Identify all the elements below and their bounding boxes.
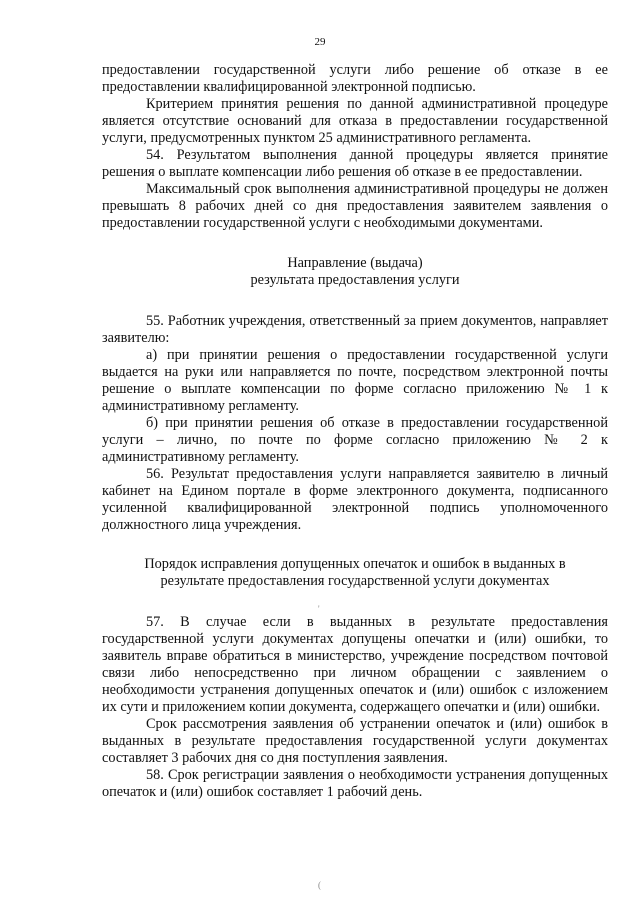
scan-speck: ' xyxy=(318,604,320,614)
paragraph-57: 57. В случае если в выданных в результате предоставления государственной услуги документах допущены опечатки и (или) ошибки, то заявитель вправе обратиться в министерство, учреждение посредством почтовой связи либо непосредственно при личном обращении с заявлением о необходимости устранения допущенных опечаток и (или) ошибок с изложением их сути и приложением копии документа, содержащего опечатки и (или) ошибки. xyxy=(102,614,608,715)
section-heading-delivery xyxy=(102,255,608,289)
paragraph-55: 55. Работник учреждения, ответственный за прием документов, направляет заявителю: xyxy=(102,313,608,346)
heading-line: результата предоставления услуги xyxy=(250,272,460,288)
paragraph: Срок рассмотрения заявления об устранении опечаток и (или) ошибок в выданных в результате предоставления государственной услуги документах составляет 3 рабочих дня со дня поступления заявления. xyxy=(102,716,608,766)
heading-line: результате предоставления государственной услуги документах xyxy=(160,573,550,589)
section-heading-corrections xyxy=(102,556,608,590)
document-body xyxy=(102,62,608,801)
heading-line: Направление (выдача) xyxy=(287,255,423,271)
scan-speck: ( xyxy=(318,880,321,890)
page-number: 29 xyxy=(314,36,326,48)
paragraph: предоставлении государственной услуги либо решение об отказе в ее предоставлении квалифицированной электронной подписью. xyxy=(102,62,608,95)
paragraph: Критерием принятия решения по данной административной процедуре является отсутствие оснований для отказа в предоставлении государственной услуги, предусмотренных пунктом 25 административного регламента. xyxy=(102,96,608,146)
paragraph: Максимальный срок выполнения административной процедуры не должен превышать 8 рабочих дней со дня предоставления заявителем заявления о предоставлении государственной услуги с необходимыми документами. xyxy=(102,181,608,231)
paragraph-54: 54. Результатом выполнения данной процедуры является принятие решения о выплате компенсации либо решения об отказе в ее предоставлении. xyxy=(102,147,608,180)
paragraph-55a: а) при принятии решения о предоставлении государственной услуги выдается на руки или направляется по почте, посредством электронной почты решение о выплате компенсации по форме согласно приложению № 1 к административному регламенту. xyxy=(102,347,608,414)
heading-line: Порядок исправления допущенных опечаток и ошибок в выданных в xyxy=(144,556,566,572)
paragraph-56: 56. Результат предоставления услуги направляется заявителю в личный кабинет на Едином портале в форме электронного документа, подписанного усиленной квалифицированной электронной подпись уполномоченного должностного лица учреждения. xyxy=(102,466,608,533)
paragraph-55b: б) при принятии решения об отказе в предоставлении государственной услуги – лично, по почте по форме согласно приложению № 2 к административному регламенту. xyxy=(102,415,608,465)
paragraph-58: 58. Срок регистрации заявления о необходимости устранения допущенных опечаток и (или) ошибок составляет 1 рабочий день. xyxy=(102,767,608,800)
